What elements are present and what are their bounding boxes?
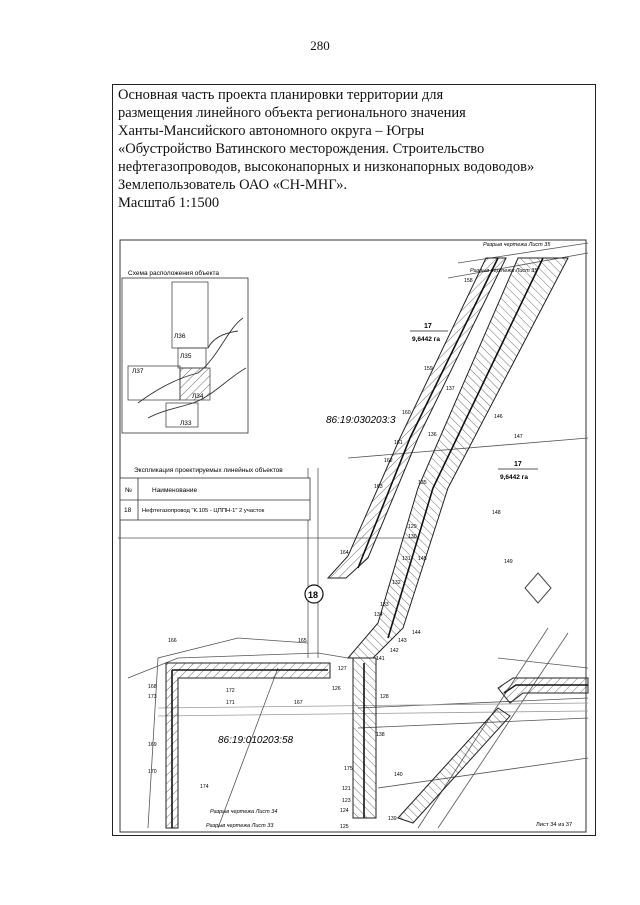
inset-label: Л33 <box>180 420 192 427</box>
point-label: 141 <box>376 656 385 662</box>
point-label: 166 <box>168 638 177 644</box>
title-line: Масштаб 1:1500 <box>118 195 220 211</box>
section-break-label: Разрыв чертежа Лист 33 <box>206 823 274 829</box>
point-label: 169 <box>148 742 157 748</box>
parcel-area: 9,6442 га <box>412 336 441 343</box>
title-line: Ханты-Мансийского автономного округа – Югры <box>118 123 425 139</box>
point-label: 131 <box>402 556 411 562</box>
page-number: 280 <box>310 38 330 53</box>
point-label: 164 <box>340 550 349 556</box>
section-break-label: Разрыв чертежа Лист 34 <box>210 809 278 815</box>
point-label: 162 <box>384 458 393 464</box>
parcel-number: 17 <box>424 323 432 330</box>
point-label: 136 <box>428 432 437 438</box>
point-label: 175 <box>344 766 353 772</box>
point-label: 148 <box>492 510 501 516</box>
point-label: 171 <box>226 700 235 706</box>
point-label: 124 <box>340 808 349 814</box>
point-label: 145 <box>418 556 427 562</box>
point-label: 129 <box>408 524 417 530</box>
point-label: 144 <box>412 630 421 636</box>
point-label: 146 <box>494 414 503 420</box>
title-line: нефтегазопроводов, высоконапорных и низконапорных водоводов» <box>118 159 535 175</box>
inset-label: Л35 <box>180 353 192 360</box>
point-label: 130 <box>408 534 417 540</box>
point-label: 140 <box>394 772 403 778</box>
point-label: 143 <box>398 638 407 644</box>
point-label: 161 <box>394 440 403 446</box>
point-label: 142 <box>390 648 399 654</box>
point-label: 128 <box>380 694 389 700</box>
cadastral-number: 86:19:030203:3 <box>326 415 396 426</box>
title-block <box>118 86 588 212</box>
point-label: 127 <box>338 666 347 672</box>
point-label: 165 <box>298 638 307 644</box>
point-label: 167 <box>294 700 303 706</box>
point-label: 138 <box>376 732 385 738</box>
point-label: 173 <box>148 694 157 700</box>
point-label: 139 <box>388 816 397 822</box>
table-header: № <box>125 487 132 494</box>
location-inset <box>122 269 248 433</box>
title-line: Основная часть проекта планировки территории для <box>118 87 444 103</box>
point-label: 121 <box>342 786 351 792</box>
explication-title: Экспликация проектируемых линейных объектов <box>134 467 283 474</box>
title-line: размещения линейного объекта регионального значения <box>118 105 466 121</box>
table-cell: Нефтегазопровод "К.105 - ЦППН-1" 2 участок <box>142 508 265 514</box>
point-label: 159 <box>424 366 433 372</box>
inset-title: Схема расположения объекта <box>128 270 219 277</box>
section-break-label: Разрыв чертежа Лист 35 <box>470 268 538 274</box>
object-marker <box>305 585 323 603</box>
point-label: 134 <box>374 612 383 618</box>
parcel-area: 9,6442 га <box>500 474 529 481</box>
point-label: 133 <box>380 602 389 608</box>
inset-label: Л37 <box>132 368 144 375</box>
section-break-label: Разрыв чертежа Лист 35 <box>483 242 551 248</box>
point-label: 174 <box>200 784 209 790</box>
object-marker-number: 18 <box>308 590 319 600</box>
point-label: 125 <box>340 824 349 830</box>
planning-map <box>118 238 590 834</box>
inset-label: Л36 <box>174 333 186 340</box>
point-label: 172 <box>226 688 235 694</box>
point-label: 170 <box>148 769 157 775</box>
point-label: 168 <box>148 684 157 690</box>
point-label: 123 <box>342 798 351 804</box>
diamond-marker <box>525 573 551 603</box>
point-label: 163 <box>374 484 383 490</box>
parcel-number: 17 <box>514 461 522 468</box>
title-line: Землепользователь ОАО «СН-МНГ». <box>118 177 348 193</box>
sheet-label: Лист 34 из 37 <box>536 822 573 828</box>
point-label: 160 <box>402 410 411 416</box>
point-label: 137 <box>446 386 455 392</box>
inset-label: Л34 <box>192 393 204 400</box>
point-label: 149 <box>504 559 513 565</box>
title-line: «Обустройство Ватинского месторождения. Строительство <box>118 141 485 157</box>
point-label: 135 <box>418 480 427 486</box>
table-cell: 18 <box>124 507 132 514</box>
explication-table <box>120 466 310 520</box>
table-header: Наименование <box>152 487 198 494</box>
cadastral-number: 86:19:010203:58 <box>218 735 294 746</box>
point-label: 132 <box>392 580 401 586</box>
point-label: 126 <box>332 686 341 692</box>
point-label: 147 <box>514 434 523 440</box>
point-label: 158 <box>464 278 473 284</box>
